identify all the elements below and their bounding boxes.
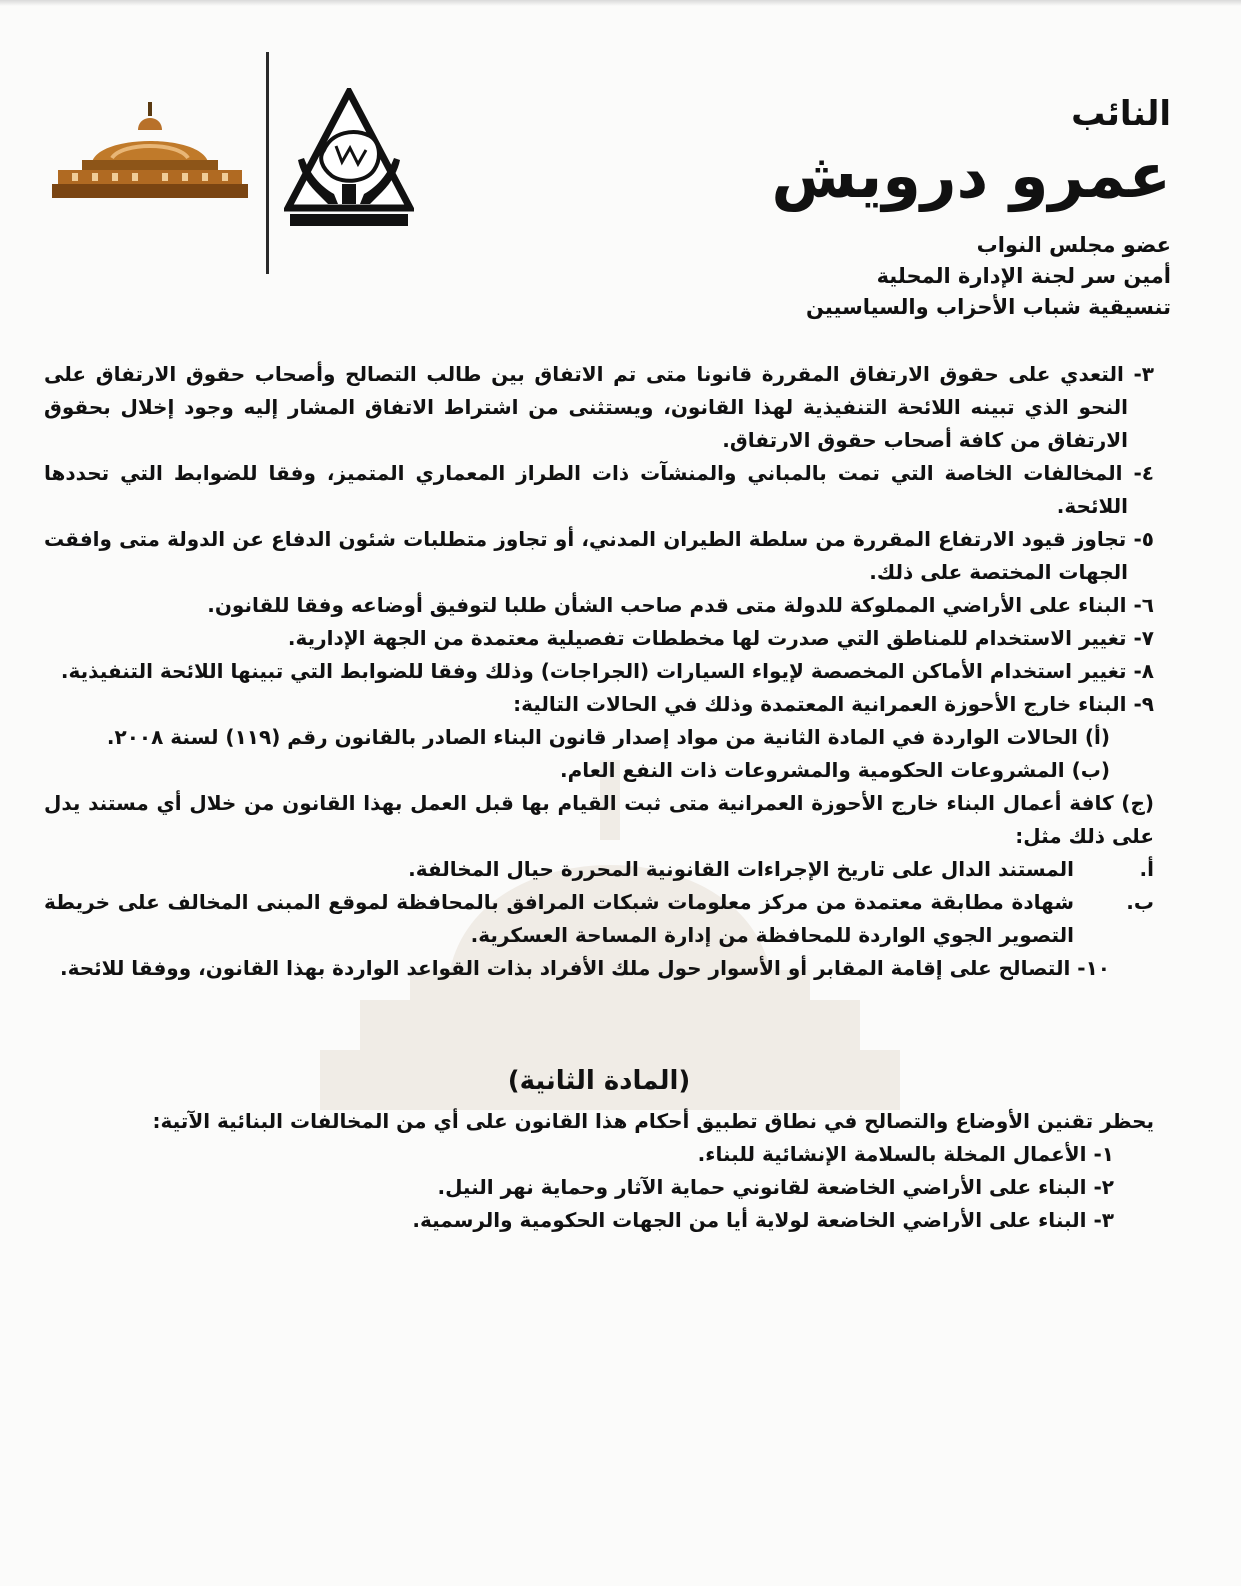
mp-roles <box>651 230 1171 323</box>
article-2-heading: (المادة الثانية) <box>507 1066 691 1096</box>
article-2-item-1: ١- الأعمال المخلة بالسلامة الإنشائية للبناء. <box>697 1142 1114 1166</box>
article-2-intro: يحظر تقنين الأوضاع والتصالح في نطاق تطبيق أحكام هذا القانون على أي من المخالفات البنائية الآتية: <box>152 1109 1154 1133</box>
youth-coordination-logo-icon <box>284 88 414 230</box>
letter-item-a-text: المستند الدال على تاريخ الإجراءات القانونية المحررة حيال المخالفة. <box>408 857 1074 881</box>
letter-item-b <box>44 886 1154 952</box>
mp-prefix: النائب <box>1071 94 1171 134</box>
article-2-list <box>44 1138 1154 1237</box>
mp-role-coordination: تنسيقية شباب الأحزاب والسياسيين <box>806 295 1171 319</box>
mp-name: عمرو درويش <box>771 139 1171 212</box>
list-item-4: ٤- المخالفات الخاصة التي تمت بالمباني والمنشآت ذات الطراز المعماري المتميز، وفقا للضوابط التي تحددها اللائحة. <box>44 461 1154 518</box>
letterhead <box>0 0 1241 345</box>
sub-item-9c: (ج) كافة أعمال البناء خارج الأحوزة العمرانية متى ثبت القيام بها قبل العمل بهذا القانون من خلال أي مستند يدل على ذلك مثل: <box>44 791 1154 848</box>
letter-item-a <box>44 853 1154 886</box>
sub-item-9a: (أ) الحالات الواردة في المادة الثانية من مواد إصدار قانون البناء الصادر بالقانون رقم (١١٩) لسنة ٢٠٠٨. <box>106 725 1110 749</box>
sub-item-9b: (ب) المشروعات الحكومية والمشروعات ذات النفع العام. <box>560 758 1110 782</box>
header-divider <box>266 52 269 274</box>
mp-role-member: عضو مجلس النواب <box>976 233 1171 257</box>
letter-marker-b: ب. <box>1126 890 1154 914</box>
list-item-9: ٩- البناء خارج الأحوزة العمرانية المعتمدة وذلك في الحالات التالية: <box>513 692 1154 716</box>
list-item-7: ٧- تغيير الاستخدام للمناطق التي صدرت لها مخططات تفصيلية معتمدة من الجهة الإدارية. <box>287 626 1154 650</box>
document-body <box>44 358 1154 1237</box>
list-item-3: ٣- التعدي على حقوق الارتفاق المقررة قانونا متى تم الاتفاق بين طالب التصالح وأصحاب حقوق الارتفاق على النحو الذي تبينه اللائحة التنفيذية لهذا القانون، ويستثنى من اشتراط الاتفاق المشار إليه وجود إخلال بحقوق الارتفاق من كافة أصحاب حقوق الارتفاق. <box>44 362 1154 452</box>
letter-marker-a: أ. <box>1139 857 1154 881</box>
article-2-item-3: ٣- البناء على الأراضي الخاضعة لولاية أيا من الجهات الحكومية والرسمية. <box>412 1208 1114 1232</box>
list-item-10: ١٠- التصالح على إقامة المقابر أو الأسوار حول ملك الأفراد بذات القواعد الواردة بهذا القانون، ووفقا للائحة. <box>60 956 1110 980</box>
parliament-dome-logo-icon <box>52 100 248 202</box>
article-2-item-2: ٢- البناء على الأراضي الخاضعة لقانوني حماية الآثار وحماية نهر النيل. <box>437 1175 1114 1199</box>
list-item-8: ٨- تغيير استخدام الأماكن المخصصة لإيواء السيارات (الجراجات) وذلك وفقا للضوابط التي تبينها اللائحة التنفيذية. <box>60 659 1154 683</box>
letter-item-b-text: شهادة مطابقة معتمدة من مركز معلومات شبكات المرافق بالمحافظة لموقع المبنى المخالف على خريطة التصوير الجوي الواردة للمحافظة من إدارة المساحة العسكرية. <box>44 890 1074 947</box>
mp-title-block <box>651 92 1171 323</box>
list-item-5: ٥- تجاوز قيود الارتفاع المقررة من سلطة الطيران المدني، أو تجاوز متطلبات شئون الدفاع عن الدولة متى وافقت الجهات المختصة على ذلك. <box>44 527 1154 584</box>
mp-role-secretary: أمين سر لجنة الإدارة المحلية <box>876 264 1171 288</box>
list-item-6: ٦- البناء على الأراضي المملوكة للدولة متى قدم صاحب الشأن طلبا لتوفيق أوضاعه وفقا للقانون. <box>207 593 1154 617</box>
